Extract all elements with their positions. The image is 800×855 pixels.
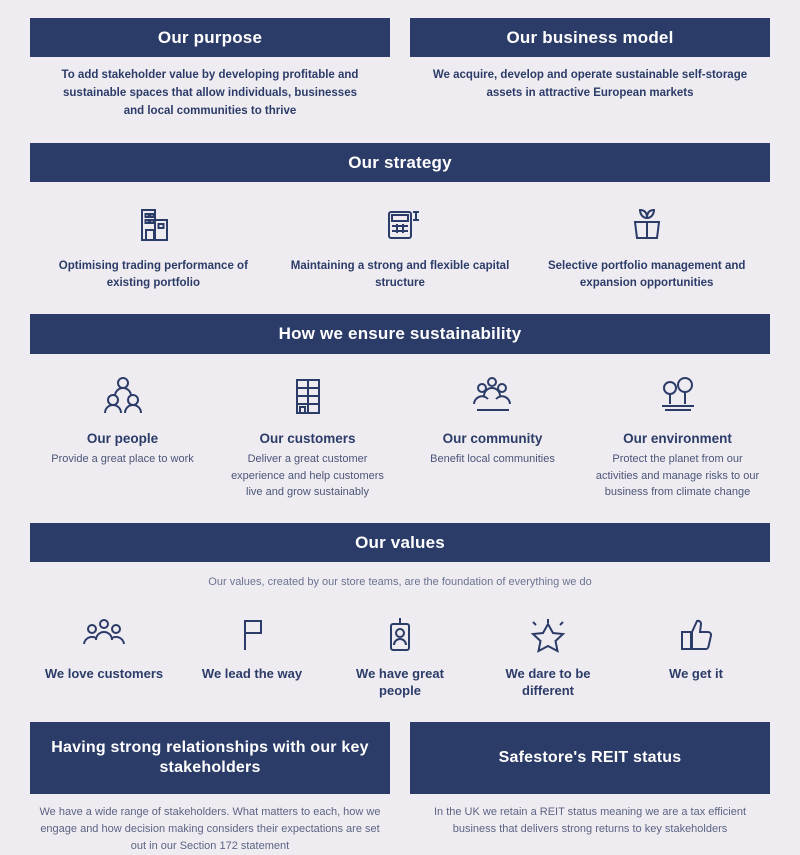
strategy-item: [30, 196, 277, 293]
stakeholders-text: We have a wide range of stakeholders. What matters to each, how we engage and how decision making considers their expectations are set out in our Section 172 statement: [39, 805, 381, 852]
values-item: [622, 604, 770, 704]
values-item: [474, 604, 622, 704]
community-icon: [410, 368, 575, 420]
sustainability-item: [215, 368, 400, 501]
sustainability-item-text: Benefit local communities: [430, 453, 555, 466]
strategy-items: [30, 196, 770, 293]
sustainability-item-text: Deliver a great customer experience and help customers live and grow sustainably: [231, 453, 384, 499]
top-row: [30, 18, 770, 121]
box-sprout-icon: [533, 196, 760, 248]
strategy-item-text: Maintaining a strong and flexible capital structure: [290, 259, 510, 290]
building-icon: [40, 196, 267, 248]
sustainability-item-text: Protect the planet from our activities and manage risks to our business from climate change: [595, 453, 760, 499]
business-model-text: We acquire, develop and operate sustainable self-storage assets in attractive European markets: [432, 69, 748, 100]
stakeholders-title: Having strong relationships with our key stakeholders: [30, 722, 390, 794]
purpose-text: To add stakeholder value by developing profitable and sustainable spaces that allow individuals, businesses and local communities to thrive: [61, 69, 359, 117]
values-items: [30, 604, 770, 704]
sustainability-item-text: Provide a great place to work: [51, 453, 194, 466]
purpose-title: Our purpose: [30, 18, 390, 57]
environment-tree-icon: [595, 368, 760, 420]
sustainability-item: [585, 368, 770, 501]
strategy-section: [30, 143, 770, 293]
values-item-title: We get it: [669, 665, 723, 681]
sustainability-item: [400, 368, 585, 501]
values-section: [30, 523, 770, 704]
thumbs-up-icon: [632, 604, 760, 656]
sustainability-item-title: Our customers: [259, 430, 356, 446]
strategy-item: [277, 196, 524, 293]
strategy-item-text: Optimising trading performance of existing portfolio: [58, 259, 248, 290]
business-model-title: Our business model: [410, 18, 770, 57]
values-item: [30, 604, 178, 704]
values-intro: Our values, created by our store teams, are the foundation of everything we do: [208, 575, 592, 588]
calculator-pound-icon: [287, 196, 514, 248]
values-item: [178, 604, 326, 704]
bottom-row: [30, 722, 770, 855]
sustainability-item-title: Our people: [86, 430, 159, 446]
sustainability-item-title: Our environment: [623, 430, 732, 446]
values-title: Our values: [30, 523, 770, 562]
strategy-title: Our strategy: [30, 143, 770, 182]
strategy-item-text: Selective portfolio management and expansion opportunities: [547, 259, 746, 290]
reit-block: [410, 722, 770, 855]
sustainability-title: How we ensure sustainability: [30, 314, 770, 353]
people-group-icon: [40, 368, 205, 420]
flag-icon: [188, 604, 316, 656]
values-item-title: We love customers: [44, 665, 164, 681]
strategy-item: [523, 196, 770, 293]
id-badge-icon: [336, 604, 464, 656]
values-item-title: We have great people: [356, 665, 444, 698]
business-model-block: [410, 18, 770, 121]
reit-text: In the UK we retain a REIT status meaning we are a tax efficient business that delivers strong returns to key stakeholders: [433, 805, 747, 835]
star-burst-icon: [484, 604, 612, 656]
values-item-title: We lead the way: [201, 665, 303, 681]
three-people-icon: [40, 604, 168, 656]
stakeholders-block: [30, 722, 390, 855]
sustainability-item-title: Our community: [442, 430, 543, 446]
sustainability-section: [30, 314, 770, 500]
values-item-title: We dare to be different: [505, 665, 591, 698]
reit-title: Safestore's REIT status: [410, 722, 770, 794]
sustainability-items: [30, 368, 770, 501]
storage-building-icon: [225, 368, 390, 420]
values-item: [326, 604, 474, 704]
purpose-block: [30, 18, 390, 121]
sustainability-item: [30, 368, 215, 501]
